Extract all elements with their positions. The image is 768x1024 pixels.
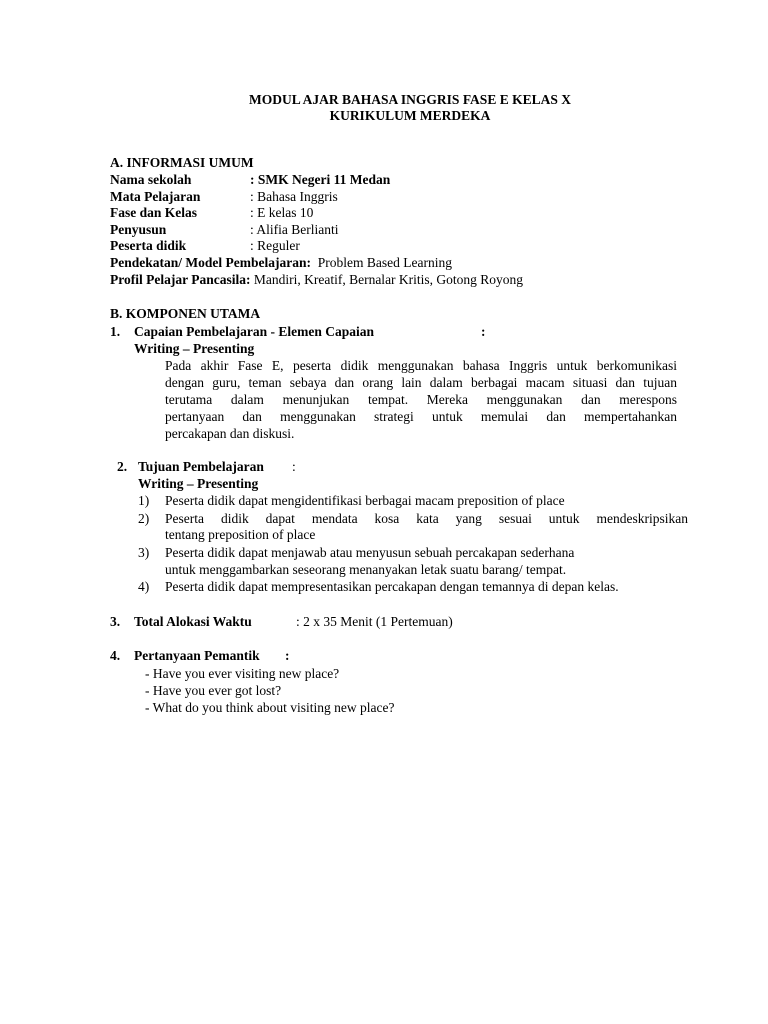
- question-item: - Have you ever visiting new place?: [145, 666, 340, 681]
- objective-number: 2): [138, 511, 150, 526]
- profil-value: Mandiri, Kreatif, Bernalar Kritis, Gotong Royong: [253, 272, 524, 287]
- document-title-line2: KURIKULUM MERDEKA: [329, 108, 491, 123]
- item3-value: : 2 x 35 Menit (1 Pertemuan): [296, 614, 453, 629]
- info-row-peserta-didik: [110, 237, 300, 254]
- info-value: : Reguler: [250, 238, 300, 253]
- item3-number: 3.: [110, 614, 121, 629]
- item4-number: 4.: [110, 648, 121, 663]
- item1-number: 1.: [110, 324, 121, 339]
- item1-paragraph: [165, 357, 677, 442]
- paragraph-line: percakapan dan diskusi.: [165, 426, 295, 441]
- objective-number: 3): [138, 545, 150, 560]
- objective-text-cont: tentang preposition of place: [165, 527, 316, 542]
- info-label: Nama sekolah: [110, 172, 192, 187]
- paragraph-line: terutama dalam menunjukan tempat. Mereka menggunakan dan merespons: [165, 392, 677, 407]
- objective-text: Peserta didik dapat menjawab atau menyusun sebuah percakapan sederhana: [165, 545, 575, 560]
- item1-subheading: Writing – Presenting: [134, 341, 255, 356]
- info-value: : SMK Negeri 11 Medan: [250, 172, 391, 187]
- profil-label: Profil Pelajar Pancasila:: [110, 272, 251, 287]
- question-item: - Have you ever got lost?: [145, 683, 282, 698]
- info-label: Penyusun: [110, 222, 167, 237]
- item1-colon: :: [481, 324, 486, 339]
- paragraph-line: Pada akhir Fase E, peserta didik menggunakan bahasa Inggris untuk berkomunikasi: [165, 358, 677, 373]
- item2-title: Tujuan Pembelajaran: [138, 459, 264, 474]
- info-value: : Alifia Berlianti: [250, 222, 339, 237]
- info-row-profil: [110, 271, 523, 288]
- objective-text: Peserta didik dapat mendata kosa kata yang sesuai untuk mendeskripsikan: [165, 511, 688, 526]
- objective-number: 4): [138, 579, 150, 594]
- item1-title: Capaian Pembelajaran - Elemen Capaian: [134, 324, 375, 339]
- info-value: : E kelas 10: [250, 205, 314, 220]
- item3-title: Total Alokasi Waktu: [134, 614, 252, 629]
- objective-number: 1): [138, 493, 150, 508]
- objective-text-cont: untuk menggambarkan seseorang menanyakan letak suatu barang/ tempat.: [165, 562, 567, 577]
- section-a-heading: A. INFORMASI UMUM: [110, 155, 254, 170]
- pendekatan-label: Pendekatan/ Model Pembelajaran:: [110, 255, 311, 270]
- pendekatan-value: Problem Based Learning: [317, 255, 452, 270]
- item2-subheading: Writing – Presenting: [138, 476, 259, 491]
- question-item: - What do you think about visiting new place?: [145, 700, 395, 715]
- paragraph-line: dengan guru, teman sebaya dan orang lain dalam berbagai macam situasi dan tujuan: [165, 375, 677, 390]
- objective-text: Peserta didik dapat mempresentasikan percakapan dengan temannya di depan kelas.: [165, 579, 619, 594]
- document-title-line1: MODUL AJAR BAHASA INGGRIS FASE E KELAS X: [249, 92, 571, 107]
- item2-colon: :: [292, 459, 296, 474]
- section-b-heading: B. KOMPONEN UTAMA: [110, 306, 261, 321]
- info-row-nama-sekolah: [110, 171, 390, 188]
- info-row-mata-pelajaran: [110, 188, 338, 205]
- item4-colon: :: [285, 648, 290, 663]
- info-label: Fase dan Kelas: [110, 205, 198, 220]
- paragraph-line: pertanyaan dan menggunakan strategi untuk memulai dan mempertahankan: [165, 409, 677, 424]
- info-row-pendekatan: [110, 254, 452, 271]
- info-value: : Bahasa Inggris: [250, 189, 338, 204]
- info-row-penyusun: [110, 221, 338, 238]
- item4-title: Pertanyaan Pemantik: [134, 648, 260, 663]
- info-label: Mata Pelajaran: [110, 189, 201, 204]
- info-label: Peserta didik: [110, 238, 187, 253]
- info-row-fase-kelas: [110, 204, 313, 221]
- item2-number: 2.: [117, 459, 128, 474]
- objective-text: Peserta didik dapat mengidentifikasi berbagai macam preposition of place: [165, 493, 565, 508]
